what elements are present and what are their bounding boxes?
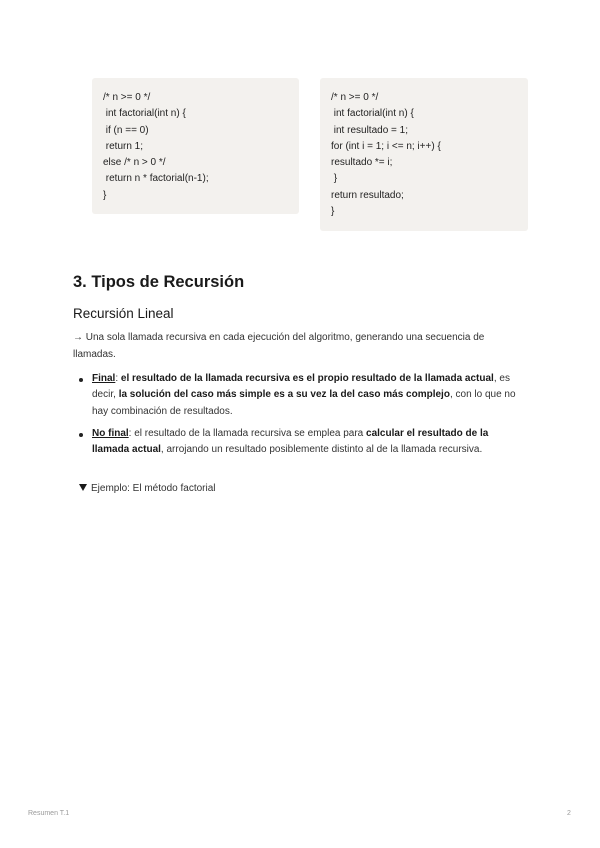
text-run: : el resultado de la llamada recursiva se emplea para [128, 427, 367, 439]
bold-text-run: calcular el resultado de la llamada actual [92, 427, 489, 456]
bullet-list [73, 371, 528, 464]
code-line: return resultado; [331, 189, 404, 201]
code-line: } [331, 173, 338, 185]
footer-page-number: 2 [567, 810, 571, 817]
footer-document-title: Resumen T.1 [28, 810, 70, 817]
text-run: : [115, 373, 121, 384]
code-line: int factorial(int n) { [103, 108, 186, 120]
code-line: int factorial(int n) { [331, 108, 414, 120]
term-label: No final [92, 427, 129, 439]
intro-paragraph: → Una sola llamada recursiva en cada ejecución del algoritmo, generando una secuencia de llamadas. [73, 332, 485, 360]
code-line: resultado *= i; [331, 157, 393, 169]
list-item-no-final [73, 426, 528, 459]
text-run: , es decir, [92, 373, 510, 401]
code-line: if (n == 0) [103, 124, 149, 136]
code-line: int resultado = 1; [331, 124, 408, 136]
bullet-icon [79, 378, 83, 382]
toggle-example[interactable] [79, 481, 216, 497]
code-line: } [331, 206, 335, 218]
code-block-recursive [92, 78, 299, 214]
section-heading: 3. Tipos de Recursión [73, 273, 245, 291]
bold-text-run: el resultado de la llamada recursiva es el propio resultado de la llamada actual [120, 373, 494, 384]
term-label: Final [92, 373, 116, 384]
code-line: } [103, 189, 107, 201]
code-line: /* n >= 0 */ [331, 92, 379, 103]
text-run: , con lo que no hay combinación de resultados. [92, 389, 516, 417]
triangle-down-icon[interactable] [79, 484, 87, 491]
bullet-icon [79, 433, 83, 437]
subsection-heading: Recursión Lineal [73, 306, 174, 321]
code-line: return n * factorial(n-1); [103, 173, 209, 185]
code-line: /* n >= 0 */ [103, 92, 151, 103]
text-run: , arrojando un resultado posiblemente distinto al de la llamada recursiva. [160, 444, 483, 456]
code-block-iterative [320, 78, 528, 231]
code-line: return 1; [103, 140, 144, 152]
code-line: else /* n > 0 */ [103, 157, 166, 169]
code-line: for (int i = 1; i <= n; i++) { [331, 140, 441, 152]
list-item-final [73, 371, 528, 420]
toggle-label: Ejemplo: El método factorial [91, 483, 216, 494]
bold-text-run: la solución del caso más simple es a su vez la del caso más complejo [118, 389, 450, 401]
